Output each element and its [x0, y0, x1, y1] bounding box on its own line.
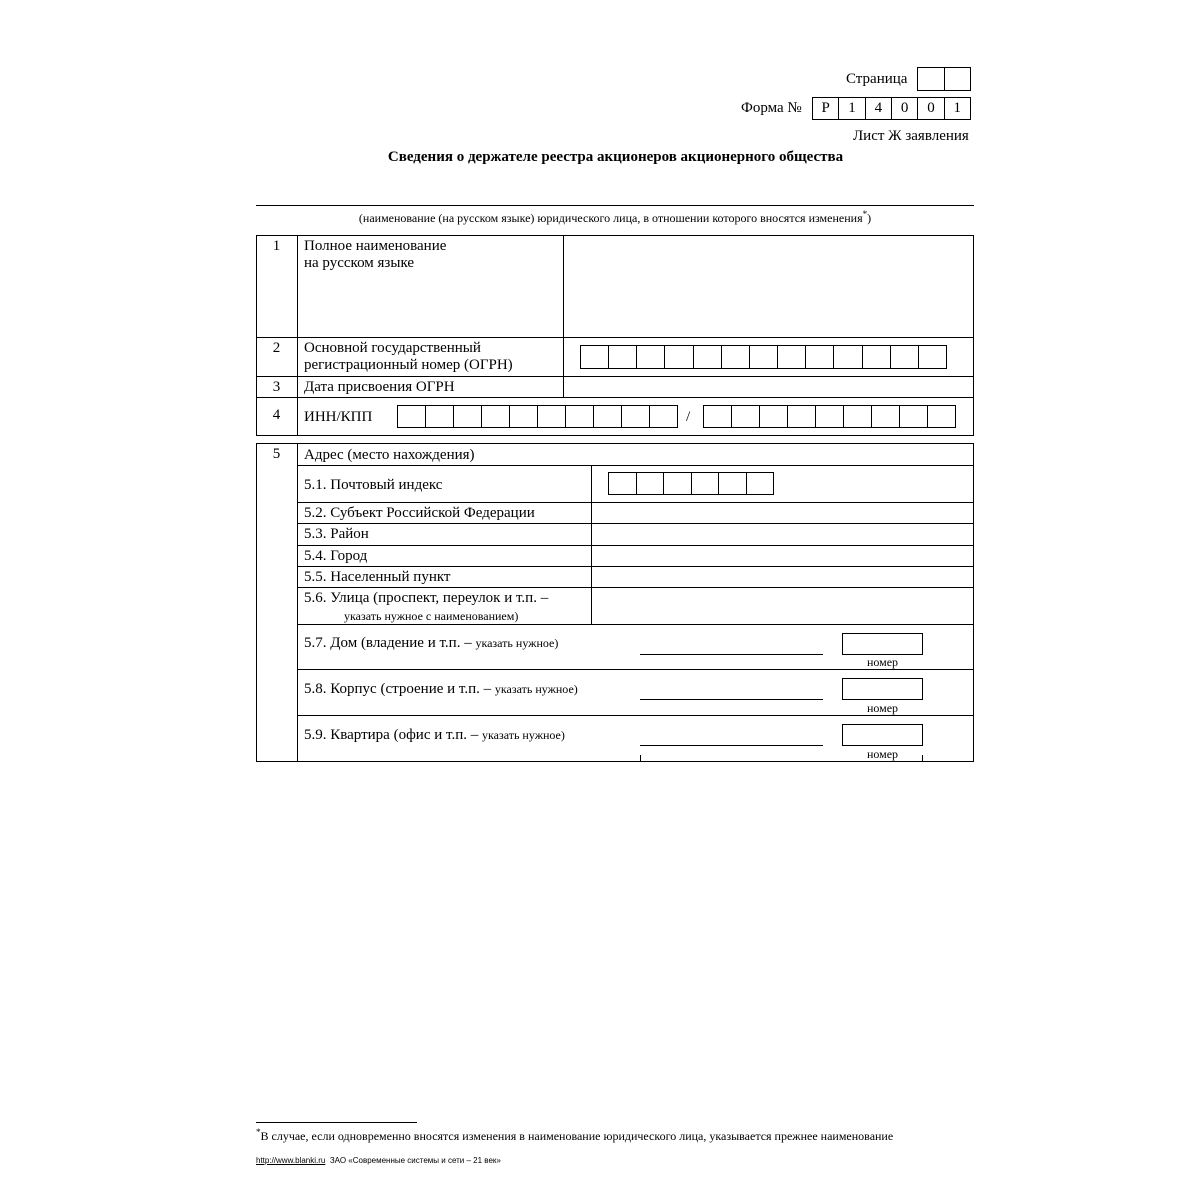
ogrn-cell[interactable] — [919, 346, 946, 368]
page-number-cells[interactable] — [917, 67, 971, 91]
ogrn-cell[interactable] — [806, 346, 834, 368]
row-number: 2 — [272, 340, 281, 356]
inn-cell[interactable] — [594, 406, 622, 427]
ogrn-cells[interactable] — [580, 345, 947, 369]
house-number-label: номер — [866, 655, 899, 669]
house-type-line[interactable] — [640, 654, 823, 655]
row-number: 5 — [272, 446, 281, 462]
kpp-cell[interactable] — [816, 406, 844, 427]
name-input-line[interactable] — [256, 205, 974, 206]
form-number-cell: Р — [813, 98, 839, 119]
ogrn-cell[interactable] — [637, 346, 665, 368]
building-type-line[interactable] — [640, 699, 823, 700]
postal-code-cells[interactable] — [608, 472, 774, 495]
ogrn-cell[interactable] — [863, 346, 891, 368]
form-number-cell: 0 — [892, 98, 918, 119]
inn-cell[interactable] — [650, 406, 677, 427]
building-label-text: 5.8. Корпус (строение и т.п. – — [304, 681, 495, 697]
page-number-cell[interactable] — [918, 68, 945, 90]
kpp-cells[interactable] — [703, 405, 956, 428]
apartment-number-label: номер — [866, 747, 899, 761]
postal-code-cell[interactable] — [609, 473, 637, 494]
page-number-cell[interactable] — [945, 68, 971, 90]
ogrn-label-line: Основной государственный — [304, 340, 481, 356]
building-number-box[interactable] — [842, 678, 923, 700]
kpp-cell[interactable] — [788, 406, 816, 427]
ogrn-label — [304, 340, 513, 374]
apartment-label-text: 5.9. Квартира (офис и т.п. – — [304, 727, 482, 743]
ogrn-cell[interactable] — [891, 346, 919, 368]
footnote-divider — [256, 1122, 417, 1123]
postal-code-cell[interactable] — [692, 473, 720, 494]
ogrn-cell[interactable] — [581, 346, 609, 368]
region-field[interactable] — [592, 503, 973, 522]
sheet-label: Лист Ж заявления — [853, 128, 969, 144]
form-number-cell: 0 — [918, 98, 944, 119]
kpp-cell[interactable] — [872, 406, 900, 427]
address-heading: Адрес (место нахождения) — [304, 447, 475, 463]
footer — [256, 1156, 501, 1166]
building-label — [304, 681, 578, 698]
ogrn-cell[interactable] — [778, 346, 806, 368]
row-number: 4 — [272, 407, 281, 423]
inn-kpp-separator: / — [686, 409, 691, 425]
building-hint: указать нужное) — [494, 682, 578, 696]
apartment-type-line[interactable] — [640, 745, 823, 746]
kpp-cell[interactable] — [704, 406, 732, 427]
kpp-cell[interactable] — [844, 406, 872, 427]
apartment-hint: указать нужное) — [481, 728, 565, 742]
full-name-field[interactable] — [564, 236, 973, 337]
postal-code-cell[interactable] — [747, 473, 774, 494]
row-number: 3 — [272, 379, 281, 395]
inn-cells[interactable] — [397, 405, 678, 428]
ogrn-cell[interactable] — [722, 346, 750, 368]
inn-cell[interactable] — [426, 406, 454, 427]
house-hint: указать нужное) — [475, 636, 559, 650]
ogrn-cell[interactable] — [750, 346, 778, 368]
footer-link[interactable]: http://www.blanki.ru — [256, 1156, 326, 1165]
inn-cell[interactable] — [454, 406, 482, 427]
house-number-box[interactable] — [842, 633, 923, 655]
page-label: Страница — [846, 71, 908, 87]
postal-code-label: 5.1. Почтовый индекс — [304, 477, 443, 493]
kpp-cell[interactable] — [760, 406, 788, 427]
apartment-number-box[interactable] — [842, 724, 923, 746]
ogrn-date-field[interactable] — [564, 378, 973, 396]
district-field[interactable] — [592, 524, 973, 544]
street-field[interactable] — [592, 588, 973, 623]
district-label: 5.3. Район — [304, 526, 369, 542]
form-number-cell: 1 — [839, 98, 865, 119]
inn-cell[interactable] — [510, 406, 538, 427]
footnote-mark: * — [256, 1127, 261, 1137]
settlement-field[interactable] — [592, 567, 973, 586]
apartment-label — [304, 727, 565, 744]
ogrn-cell[interactable] — [665, 346, 693, 368]
ogrn-label-line: регистрационный номер (ОГРН) — [304, 357, 513, 373]
inn-cell[interactable] — [622, 406, 650, 427]
footer-company: ЗАО «Современные системы и сети – 21 век» — [329, 1156, 501, 1165]
street-label: 5.6. Улица (проспект, переулок и т.п. – — [304, 590, 549, 606]
building-number-label: номер — [866, 701, 899, 715]
inn-cell[interactable] — [538, 406, 566, 427]
house-label — [304, 635, 558, 652]
city-label: 5.4. Город — [304, 548, 368, 564]
postal-code-cell[interactable] — [664, 473, 692, 494]
postal-code-cell[interactable] — [637, 473, 665, 494]
name-caption-text: (наименование (на русском языке) юридического лица, в отношении которого вносятся изменения — [358, 211, 863, 225]
house-label-text: 5.7. Дом (владение и т.п. – — [304, 635, 476, 651]
city-field[interactable] — [592, 546, 973, 565]
row-number: 1 — [272, 238, 281, 254]
ogrn-cell[interactable] — [609, 346, 637, 368]
postal-code-cell[interactable] — [719, 473, 747, 494]
inn-cell[interactable] — [398, 406, 426, 427]
inn-cell[interactable] — [482, 406, 510, 427]
inn-cell[interactable] — [566, 406, 594, 427]
form-label: Форма № — [741, 100, 802, 116]
page-title: Сведения о держателе реестра акционеров акционерного общества — [387, 149, 844, 165]
name-caption-close: ) — [867, 211, 872, 225]
full-name-label-line: на русском языке — [304, 255, 415, 271]
kpp-cell[interactable] — [732, 406, 760, 427]
region-label: 5.2. Субъект Российской Федерации — [304, 505, 535, 521]
name-caption — [256, 207, 974, 225]
ogrn-cell[interactable] — [834, 346, 862, 368]
ogrn-cell[interactable] — [694, 346, 722, 368]
footnote-mark: * — [862, 209, 868, 219]
form-number-cell: 4 — [866, 98, 892, 119]
kpp-cell[interactable] — [900, 406, 928, 427]
form-number-cells — [812, 97, 971, 120]
full-name-label — [304, 238, 446, 272]
ogrn-date-label: Дата присвоения ОГРН — [304, 379, 455, 395]
footnote — [256, 1125, 893, 1144]
full-name-label-line: Полное наименование — [304, 238, 447, 254]
footnote-text: В случае, если одновременно вносятся изменения в наименование юридического лица, указывается прежнее наименование — [260, 1129, 894, 1143]
settlement-label: 5.5. Населенный пункт — [304, 569, 451, 585]
street-hint: указать нужное с наименованием) — [344, 609, 519, 623]
kpp-cell[interactable] — [928, 406, 955, 427]
form-number-cell: 1 — [953, 100, 962, 116]
inn-kpp-label: ИНН/КПП — [304, 409, 373, 425]
